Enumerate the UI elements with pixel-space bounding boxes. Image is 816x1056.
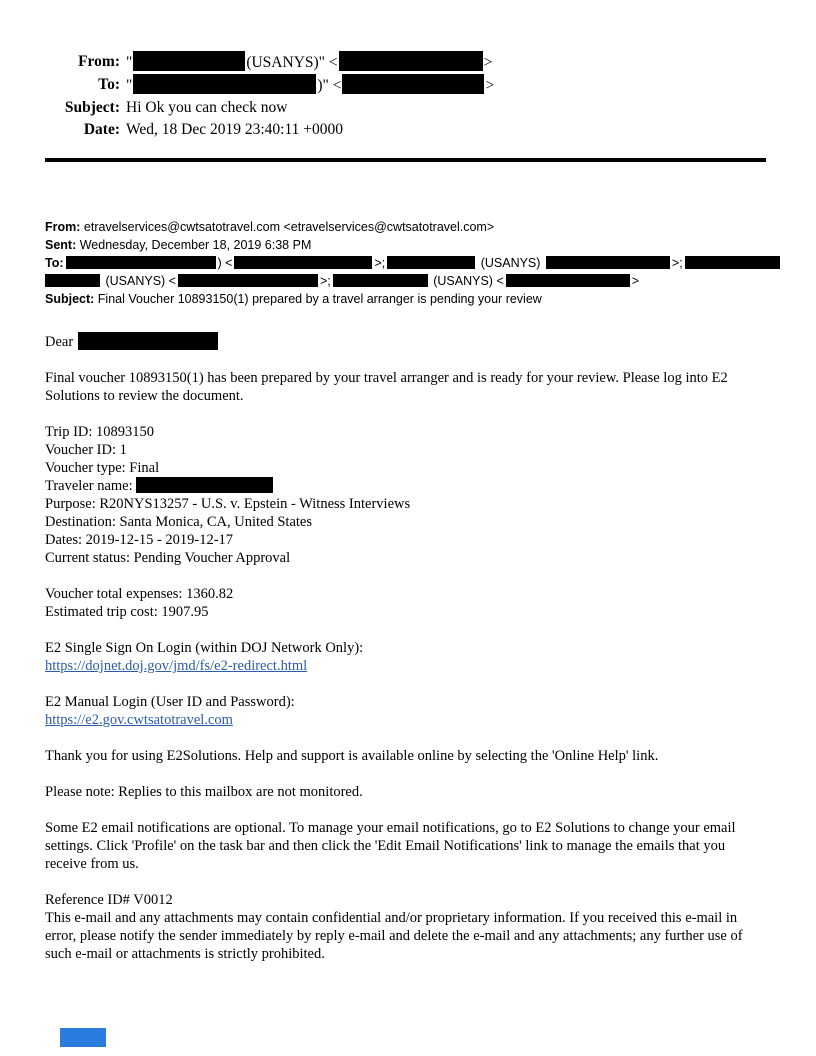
header-row-from	[45, 51, 816, 74]
redaction-box	[506, 274, 630, 287]
traveler-name-label: Traveler name:	[45, 478, 133, 494]
from-value	[126, 51, 492, 74]
subject-value: Hi Ok you can check now	[126, 99, 288, 116]
traveler-name-line	[45, 477, 768, 495]
manual-login-block	[45, 693, 768, 729]
redaction-box	[685, 256, 780, 269]
from-usanys-text: (USANYS)" <	[246, 54, 338, 71]
header-separator-rule	[45, 158, 766, 162]
fwd-row-subject	[45, 290, 816, 308]
open-quote: "	[126, 77, 133, 94]
note-paragraph: Please note: Replies to this mailbox are not monitored.	[45, 784, 363, 800]
purpose-line: Purpose: R20NYS13257 - U.S. v. Epstein - Witness Interviews	[45, 496, 411, 512]
open-quote: "	[126, 54, 133, 71]
dates-line: Dates: 2019-12-15 - 2019-12-17	[45, 532, 234, 548]
from-label: From:	[78, 53, 120, 70]
fwd-to-seg: >	[631, 274, 640, 288]
fwd-from-value: etravelservices@cwtsatotravel.com <etravelservices@cwtsatotravel.com>	[83, 220, 495, 234]
voucher-id-line: Voucher ID: 1	[45, 442, 127, 458]
disclaimer-text: This e-mail and any attachments may contain confidential and/or proprietary information. If you received this e-mail in error, please notify the sender immediately by reply e-mail and delete the e-mail and any attachments; any further use of such e-mail or attachments is strictly prohibited.	[45, 910, 743, 962]
trip-id-line: Trip ID: 10893150	[45, 424, 155, 440]
voucher-total-line: Voucher total expenses: 1360.82	[45, 586, 234, 602]
redaction-box	[136, 477, 273, 493]
fwd-to-seg: >;	[319, 274, 331, 288]
close-angle: >	[483, 54, 493, 71]
notifications-paragraph: Some E2 email notifications are optional. To manage your email notifications, go to E2 Solutions to change your email settings. Click 'Profile' on the task bar and then click the 'Edit Email Notifications' link to manage the emails that you receive from us.	[45, 820, 736, 872]
header-row-date	[45, 119, 816, 141]
greeting-line	[45, 332, 768, 351]
forwarded-email-header	[45, 218, 816, 308]
redaction-box	[387, 256, 475, 269]
annotation-blue-mark	[60, 1028, 106, 1047]
fwd-from-label: From:	[45, 220, 81, 234]
subject-label: Subject:	[64, 99, 120, 116]
fwd-subject-value: Final Voucher 10893150(1) prepared by a travel arranger is pending your review	[97, 292, 542, 306]
header-row-to	[45, 74, 816, 97]
fwd-row-sent	[45, 236, 816, 254]
sso-link[interactable]: https://dojnet.doj.gov/jmd/fs/e2-redirect.html	[45, 658, 308, 674]
fwd-row-to-line1	[45, 254, 816, 272]
to-value	[126, 74, 494, 97]
fwd-sent-label: Sent:	[45, 238, 77, 252]
fwd-to-seg: ) <	[217, 256, 233, 270]
redaction-box	[78, 332, 218, 350]
redaction-box	[234, 256, 372, 269]
redaction-box	[333, 274, 428, 287]
fwd-sent-value: Wednesday, December 18, 2019 6:38 PM	[79, 238, 312, 252]
to-label: To:	[98, 76, 120, 93]
fwd-subject-label: Subject:	[45, 292, 95, 306]
fwd-row-from	[45, 218, 816, 236]
fwd-to-seg: >;	[374, 256, 386, 270]
sso-login-block	[45, 639, 768, 675]
redaction-box	[339, 51, 483, 71]
email-body	[45, 332, 768, 963]
date-value: Wed, 18 Dec 2019 23:40:11 +0000	[126, 121, 343, 138]
reference-disclaimer-block	[45, 891, 768, 963]
manual-heading: E2 Manual Login (User ID and Password):	[45, 694, 295, 710]
redaction-box	[133, 51, 245, 71]
header-row-subject	[45, 97, 816, 119]
date-label: Date:	[83, 121, 120, 138]
redaction-box	[133, 74, 316, 94]
fwd-row-to-line2	[45, 272, 816, 290]
greeting-text: Dear	[45, 334, 74, 350]
fwd-to-seg: (USANYS)	[477, 256, 544, 270]
current-status-line: Current status: Pending Voucher Approval	[45, 550, 291, 566]
fwd-to-label: To:	[45, 256, 64, 270]
estimated-cost-line: Estimated trip cost: 1907.95	[45, 604, 209, 620]
close-angle: >	[485, 77, 495, 94]
fwd-to-seg: (USANYS) <	[102, 274, 176, 288]
thanks-paragraph: Thank you for using E2Solutions. Help and support is available online by selecting the 'Online Help' link.	[45, 748, 659, 764]
to-mid-text: )" <	[317, 77, 342, 94]
fwd-to-seg: >;	[671, 256, 683, 270]
redaction-box	[546, 256, 670, 269]
costs-block	[45, 585, 768, 621]
manual-link[interactable]: https://e2.gov.cwtsatotravel.com	[45, 712, 233, 728]
sso-heading: E2 Single Sign On Login (within DOJ Network Only):	[45, 640, 364, 656]
redaction-box	[178, 274, 318, 287]
outer-email-header	[0, 0, 816, 141]
redaction-box	[66, 256, 216, 269]
redaction-box	[342, 74, 484, 94]
reference-line: Reference ID# V0012	[45, 892, 173, 908]
fwd-to-seg: (USANYS) <	[429, 274, 504, 288]
destination-line: Destination: Santa Monica, CA, United States	[45, 514, 313, 530]
voucher-type-line: Voucher type: Final	[45, 460, 160, 476]
intro-paragraph: Final voucher 10893150(1) has been prepared by your travel arranger and is ready for your review. Please log into E2 Solutions to review the document.	[45, 370, 728, 404]
trip-details-block	[45, 423, 768, 567]
redaction-box	[45, 274, 100, 287]
